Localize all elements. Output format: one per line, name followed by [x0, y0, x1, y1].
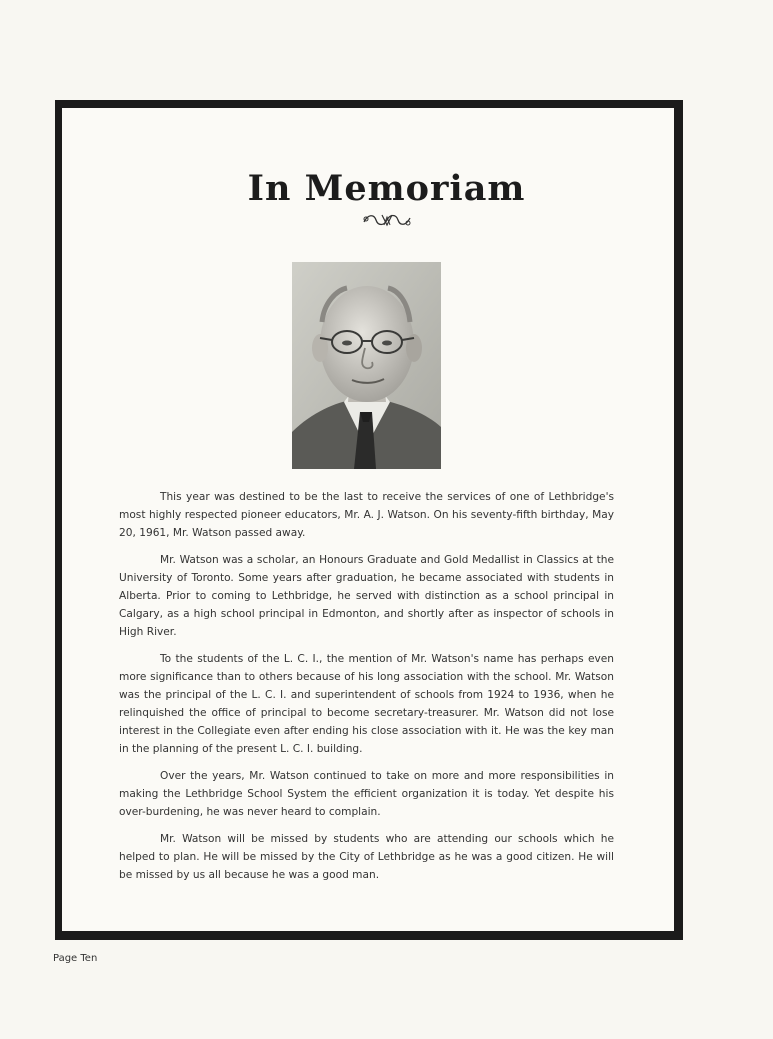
- paragraph-4: Over the years, Mr. Watson continued to take on more and more responsibilities in making the Lethbridge School System the efficient organization it is today. Yet despite his over-burdening, he was never heard to complain.: [119, 770, 614, 818]
- paragraph-3: To the students of the L. C. I., the mention of Mr. Watson's name has perhaps even more significance than to others because of his long association with the school. Mr. Watson was the principal of the L. C. I. and superintendent of schools from 1924 to 1936, when he relinquished the office of principal to become secretary-treasurer. Mr. Watson did not lose interest in the Collegiate even after ending his close association with it. He was the key man in the planning of the present L. C. I. building.: [119, 653, 614, 755]
- paragraph-1: This year was destined to be the last to receive the services of one of Lethbridge's most highly respected pioneer educators, Mr. A. J. Watson. On his seventy-fifth birthday, May 20, 1961, Mr. Watson passed away.: [119, 491, 614, 539]
- portrait-photo: [292, 262, 441, 469]
- page-title: In Memoriam: [247, 168, 526, 209]
- floral-divider-ornament-icon: [0, 210, 773, 230]
- page-number-label: Page Ten: [53, 953, 98, 964]
- memorial-text-body: [119, 488, 614, 893]
- paragraph-5: Mr. Watson will be missed by students who are attending our schools which he helped to plan. He will be missed by the City of Lethbridge as he was a good citizen. He will be missed by us all because he was a good man.: [119, 833, 614, 881]
- paragraph-2: Mr. Watson was a scholar, an Honours Graduate and Gold Medallist in Classics at the University of Toronto. Some years after graduation, he became associated with students in Alberta. Prior to coming to Lethbridge, he served with distinction as a school principal in Calgary, as a high school principal in Edmonton, and shortly after as inspector of schools in High River.: [119, 554, 614, 638]
